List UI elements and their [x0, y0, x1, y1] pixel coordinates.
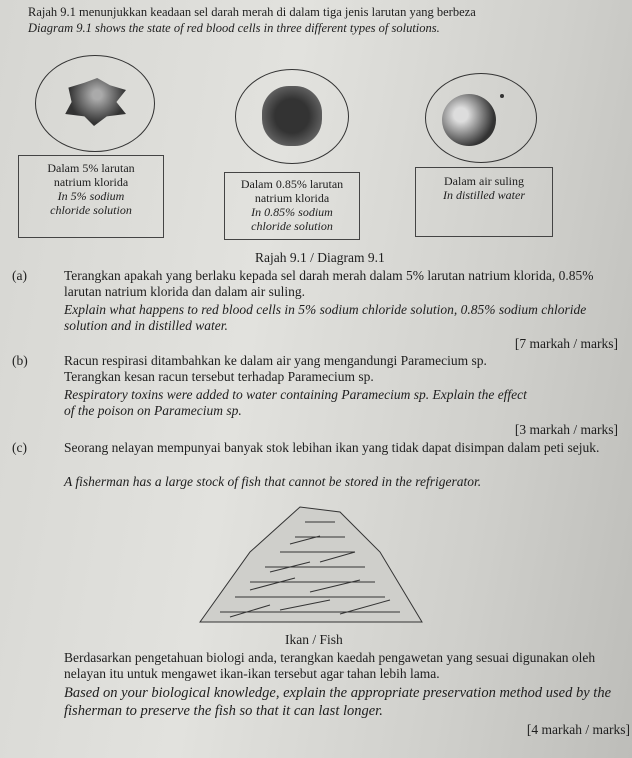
label-malay-1: Dalam 0.85% larutan [240, 177, 344, 191]
question-c-english-2: Based on your biological knowledge, explain the appropriate preservation method used by the fisherman to preserve the fish so that it can last longer. [64, 685, 611, 719]
label-english-1: In distilled water [443, 188, 525, 202]
crenated-cell [62, 78, 126, 126]
fish-pile-illustration [190, 492, 430, 628]
question-a-english: Explain what happens to red blood cells in 5% sodium chloride solution, 0.85% sodium chloride solution and in distilled water. [64, 302, 587, 333]
question-c-malay: Seorang nelayan mempunyai banyak stok lebihan ikan yang tidak dapat disimpan dalam peti sejuk. [64, 440, 600, 455]
cell-fragment [500, 94, 504, 98]
fish-caption: Ikan / Fish [285, 632, 343, 647]
question-a-label: (a) [12, 268, 27, 283]
label-english-1: In 0.85% sodium [251, 205, 333, 219]
question-c-english: A fisherman has a large stock of fish that cannot be stored in the refrigerator. [64, 474, 482, 489]
diagram-caption: Rajah 9.1 / Diagram 9.1 [255, 250, 385, 265]
label-english-1: In 5% sodium [57, 189, 125, 203]
lysed-cell [442, 94, 496, 146]
cell-normal-circle [235, 69, 349, 164]
label-malay-1: Dalam air suling [444, 174, 524, 188]
question-b-label: (b) [12, 353, 28, 368]
cell-lysed-circle [425, 73, 537, 163]
question-b-english: Respiratory toxins were added to water containing Paramecium sp. Explain the effect of the poison on Paramecium sp. [64, 387, 527, 418]
label-english-2: chloride solution [50, 203, 132, 217]
label-box-5pct [18, 155, 164, 238]
question-a-marks: [7 markah / marks] [514, 336, 618, 351]
question-b-malay: Racun respirasi ditambahkan ke dalam air yang mengandungi Paramecium sp. Terangkan kesan racun tersebut terhadap Paramecium sp. [64, 353, 487, 384]
label-english-2: chloride solution [251, 219, 333, 233]
question-c-malay-2: Berdasarkan pengetahuan biologi anda, terangkan kaedah pengawetan yang sesuai digunakan oleh nelayan itu untuk mengawet ikan-ikan tersebut agar tahan lebih lama. [64, 650, 596, 681]
question-a-malay: Terangkan apakah yang berlaku kepada sel darah merah dalam 5% larutan natrium klorida, 0.85% larutan natrium klorida dan dalam air suling. [64, 268, 594, 299]
intro-malay: Rajah 9.1 menunjukkan keadaan sel darah merah di dalam tiga jenis larutan yang berbeza [28, 5, 476, 19]
intro-english: Diagram 9.1 shows the state of red blood cells in three different types of solutions. [28, 21, 440, 35]
label-malay-2: natrium klorida [254, 191, 330, 205]
label-box-distilled [415, 167, 553, 237]
question-c-label: (c) [12, 440, 27, 455]
question-c-marks: [4 markah / marks] [526, 722, 630, 737]
cell-crenated-circle [35, 55, 155, 152]
label-malay-2: natrium klorida [53, 175, 129, 189]
normal-cell [262, 86, 322, 146]
question-b-marks: [3 markah / marks] [514, 422, 618, 437]
label-malay-1: Dalam 5% larutan [47, 161, 135, 175]
label-box-085pct [224, 172, 360, 240]
